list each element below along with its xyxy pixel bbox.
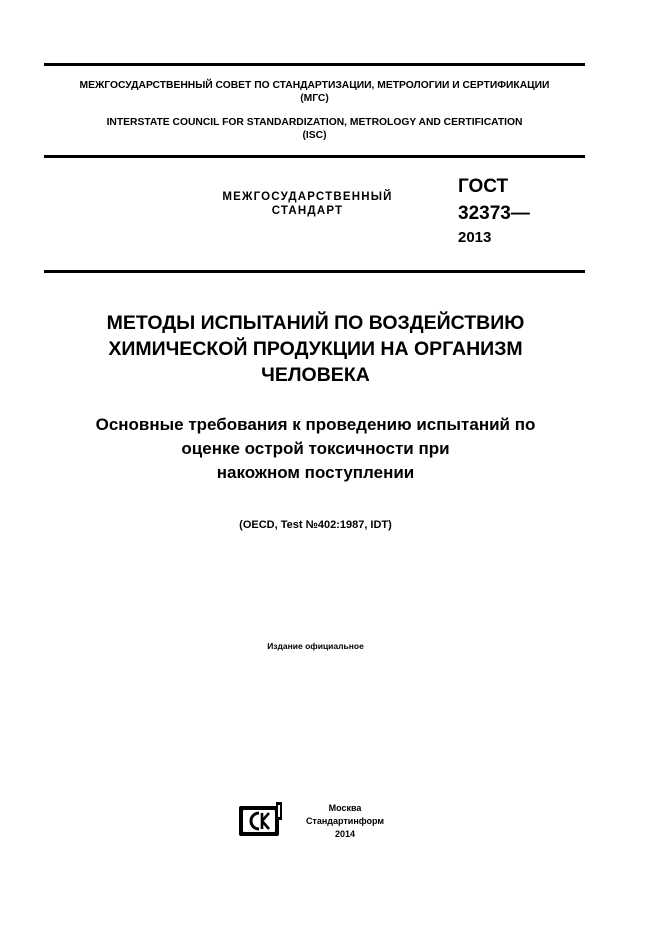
document-subtitle-line2: оценке острой токсичности при xyxy=(181,439,450,458)
document-title-line3: ЧЕЛОВЕКА xyxy=(261,364,370,386)
reference-standard: (OECD, Test №402:1987, IDT) xyxy=(239,519,392,531)
document-subtitle-line3: накожном поступлении xyxy=(216,463,415,482)
council-name-ru: МЕЖГОСУДАРСТВЕННЫЙ СОВЕТ ПО СТАНДАРТИЗАЦИИ, МЕТРОЛОГИИ И СЕРТИФИКАЦИИ xyxy=(79,80,550,91)
imprint-year: 2014 xyxy=(334,829,356,839)
standard-rule xyxy=(44,270,585,273)
document-title-line2: ХИМИЧЕСКОЙ ПРОДУКЦИИ НА ОРГАНИЗМ xyxy=(108,338,523,360)
council-abbr-ru: (МГС) xyxy=(300,93,329,104)
standard-kind-line2: СТАНДАРТ xyxy=(271,205,344,217)
gost-label: ГОСТ xyxy=(458,176,509,197)
standartinform-logo-icon xyxy=(238,802,284,838)
standard-kind-line1: МЕЖГОСУДАРСТВЕННЫЙ xyxy=(222,191,393,203)
council-abbr-en: (ISC) xyxy=(302,130,327,141)
gost-year: 2013 xyxy=(458,229,492,246)
header-rule xyxy=(44,155,585,158)
imprint-city: Москва xyxy=(328,803,362,813)
council-name-en: INTERSTATE COUNCIL FOR STANDARDIZATION, METROLOGY AND CERTIFICATION xyxy=(106,117,523,128)
gost-number: 32373— xyxy=(458,203,530,224)
document-subtitle-line1: Основные требования к проведению испытаний по xyxy=(95,415,536,434)
edition-note: Издание официальное xyxy=(267,641,364,651)
top-rule xyxy=(44,63,585,66)
document-title-line1: МЕТОДЫ ИСПЫТАНИЙ ПО ВОЗДЕЙСТВИЮ xyxy=(106,312,525,334)
imprint-publisher: Стандартинформ xyxy=(305,816,385,826)
